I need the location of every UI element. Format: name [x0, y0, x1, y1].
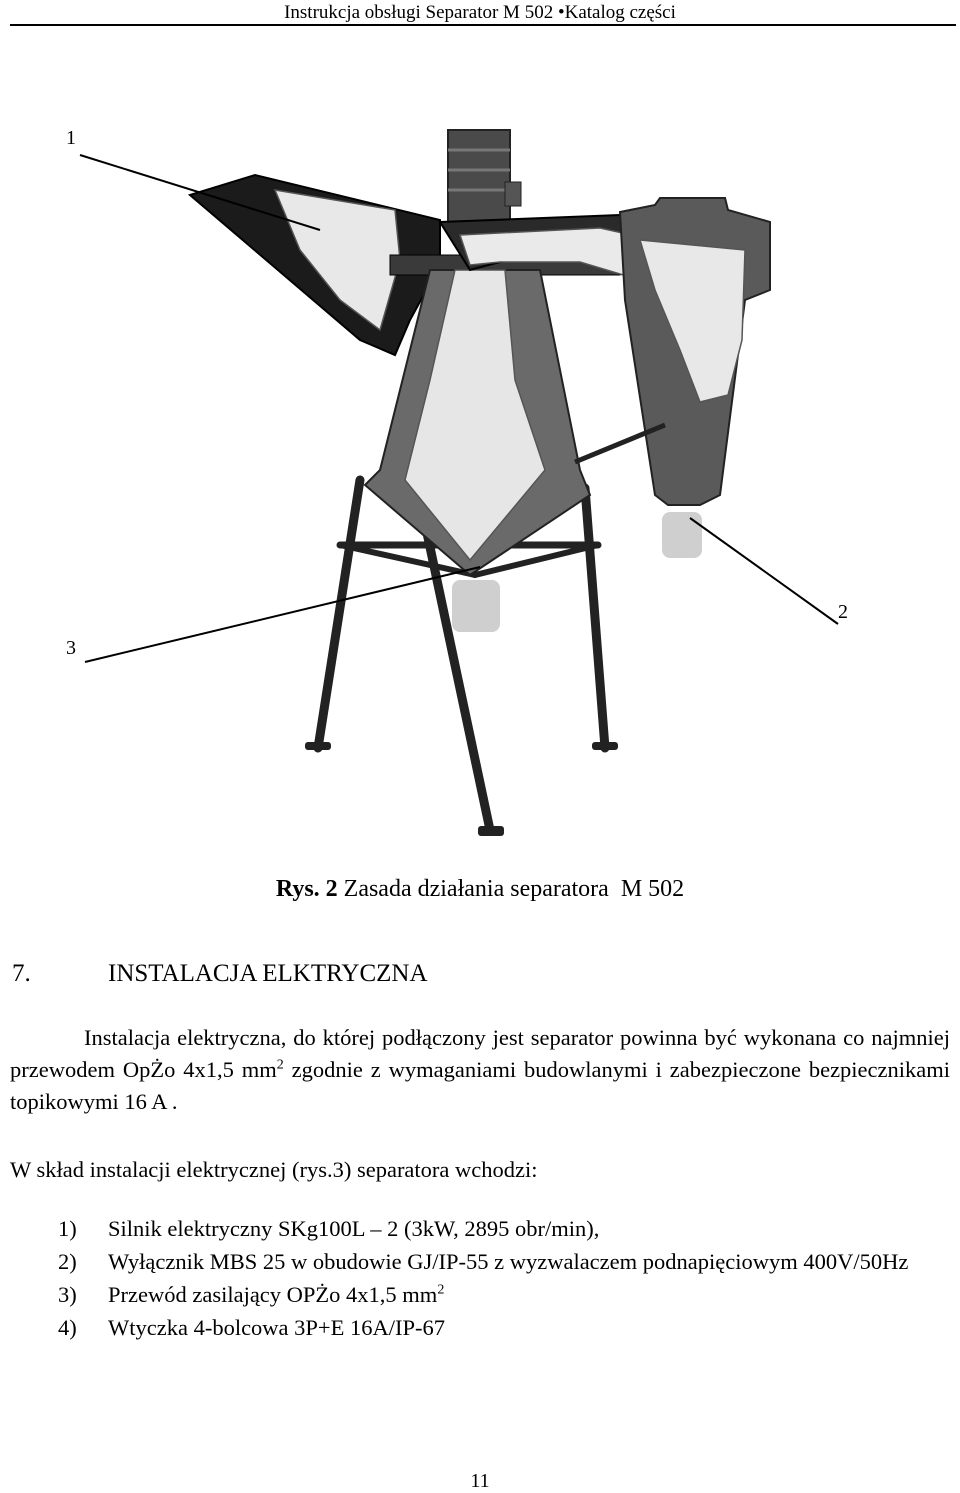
- callout-3: 3: [66, 637, 76, 659]
- paragraph2-text: W skład instalacji elektrycznej (rys.3) separatora wchodzi:: [10, 1157, 538, 1182]
- motor: [448, 130, 521, 222]
- paragraph1-superscript: 2: [276, 1057, 284, 1073]
- callout-2: 2: [838, 601, 848, 623]
- list-marker: 2): [58, 1249, 77, 1274]
- list-marker: 4): [58, 1315, 77, 1340]
- separator-illustration: [0, 110, 960, 850]
- list-item-text: Przewód zasilający OPŻo 4x1,5 mm: [108, 1282, 438, 1307]
- components-list: [10, 1212, 950, 1344]
- paragraph-components-intro: [10, 1154, 950, 1186]
- list-item-text: Silnik elektryczny SKg100L – 2 (3kW, 2895 obr/min),: [108, 1216, 600, 1241]
- list-item-text: Wtyczka 4-bolcowa 3P+E 16A/IP-67: [108, 1315, 445, 1340]
- caption-label: Rys. 2: [275, 876, 338, 902]
- list-item: [10, 1311, 950, 1344]
- paragraph-wiring-requirements: [10, 1022, 950, 1118]
- list-item-text: Wyłącznik MBS 25 w obudowie GJ/IP-55 z wyzwalaczem podnapięciowym 400V/50Hz: [108, 1249, 909, 1274]
- list-item: [10, 1212, 950, 1245]
- caption-text: Zasada działania separatora M 502: [337, 876, 685, 902]
- page-number: 11: [470, 1470, 490, 1492]
- paragraph1-part1: Instalacja elektryczna, do której podłączony jest separator powinna być wykonana co najmniej przewodem OpŻo 4x1,5 mm: [10, 1025, 950, 1082]
- leg-feet: [305, 742, 618, 836]
- callout-1: 1: [66, 127, 76, 149]
- list-marker: 3): [58, 1282, 77, 1307]
- section-number: 7.: [12, 960, 31, 987]
- section-title: INSTALACJA ELKTRYCZNA: [108, 960, 428, 987]
- list-item-superscript: 2: [437, 1282, 445, 1298]
- header-rule: [10, 24, 956, 26]
- paragraph1-part2: zgodnie z wymaganiami budowlanymi i zabezpieczone bezpiecznikami topikowymi 16 A .: [10, 1057, 951, 1114]
- figure-caption: [0, 876, 960, 903]
- list-marker: 1): [58, 1216, 77, 1241]
- header-text: Instrukcja obsługi Separator M 502 •Katalog części: [284, 2, 676, 23]
- list-item: [10, 1278, 950, 1311]
- section-heading: [12, 960, 428, 988]
- list-item: [10, 1245, 950, 1278]
